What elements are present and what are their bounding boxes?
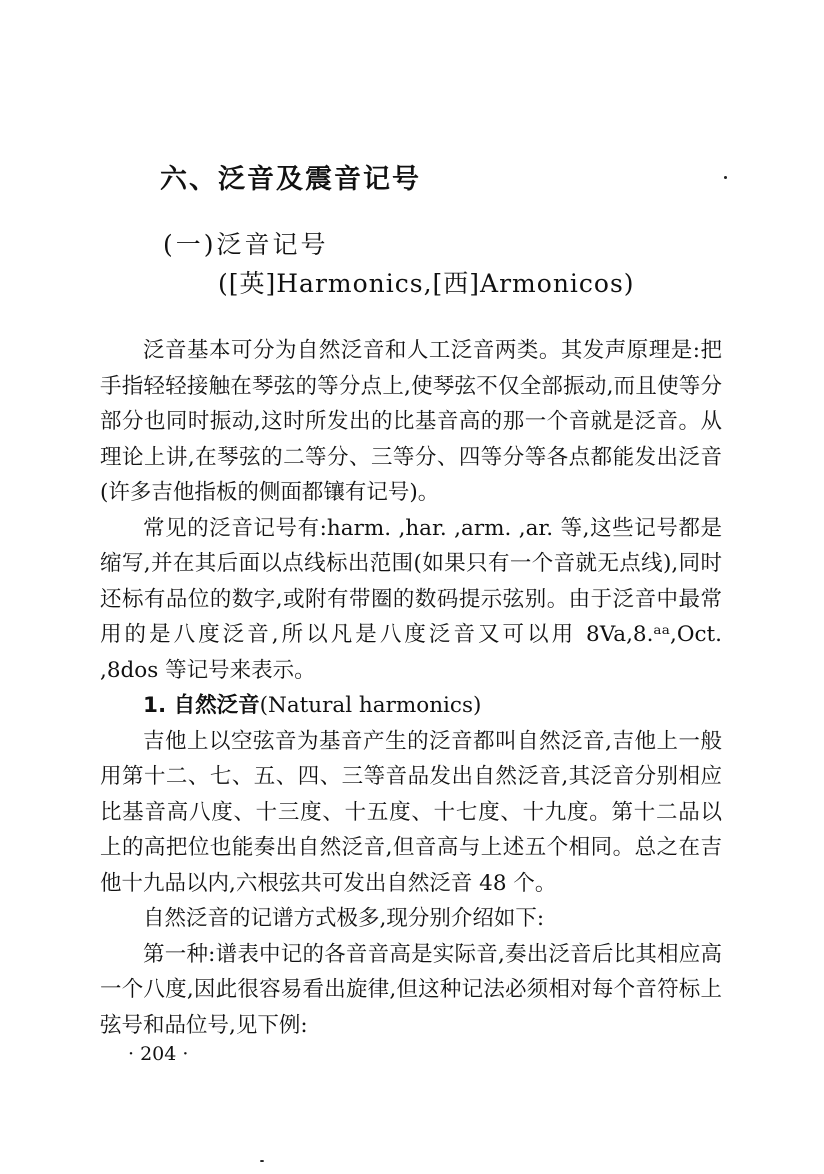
paragraph: 常见的泛音记号有:harm. ,har. ,arm. ,ar. 等,这些记号都是缩写,并在其后面以点线标出范围(如果只有一个音就无点线),同时还标有品位的数字,或附有带圈的数码提示弦别。由于泛音中最常用的是八度泛音,所以凡是八度泛音又可以用 8Va,8.ᵃᵃ,Oct. ,8dos 等记号来表示。 [100, 515, 722, 683]
section-subtitle: ([英]Harmonics,[西]Armonicos) [218, 269, 635, 298]
paragraph: 吉他上以空弦音为基音产生的泛音都叫自然泛音,吉他上一般用第十二、七、五、四、三等音品发出自然泛音,其泛音分别相应比基音高八度、十三度、十五度、十七度、十九度。第十二品以上的高把位也能奏出自然泛音,但音高与上述五个相同。总之在吉他十九品以内,六根弦共可发出自然泛音 48 个。 [100, 728, 722, 896]
body-text [100, 333, 722, 1043]
paragraph: 自然泛音的记谱方式极多,现分别介绍如下: [143, 906, 545, 931]
scan-speck [724, 176, 727, 179]
chapter-title: 六、泛音及震音记号 [160, 164, 421, 195]
paragraph: 泛音基本可分为自然泛音和人工泛音两类。其发声原理是:把手指轻轻接触在琴弦的等分点上,使琴弦不仅全部振动,而且使等分部分也同时振动,这时所发出的比基音高的那一个音就是泛音。从理论上讲,在琴弦的二等分、三等分、四等分等各点都能发出泛音(许多吉他指板的侧面都镶有记号)。 [100, 338, 722, 505]
subsection-title: 1. 自然泛音 [143, 693, 260, 718]
section-title: (一)泛音记号 [163, 230, 329, 259]
scan-speck [260, 1160, 264, 1162]
paragraph: 第一种:谱表中记的各音音高是实际音,奏出泛音后比其相应高一个八度,因此很容易看出旋律,但这种记法必须相对每个音符标上弦号和品位号,见下例: [100, 941, 722, 1038]
page-number: · 204 · [128, 1043, 189, 1065]
subsection-heading [100, 688, 722, 724]
subsection-english: (Natural harmonics) [259, 693, 482, 718]
